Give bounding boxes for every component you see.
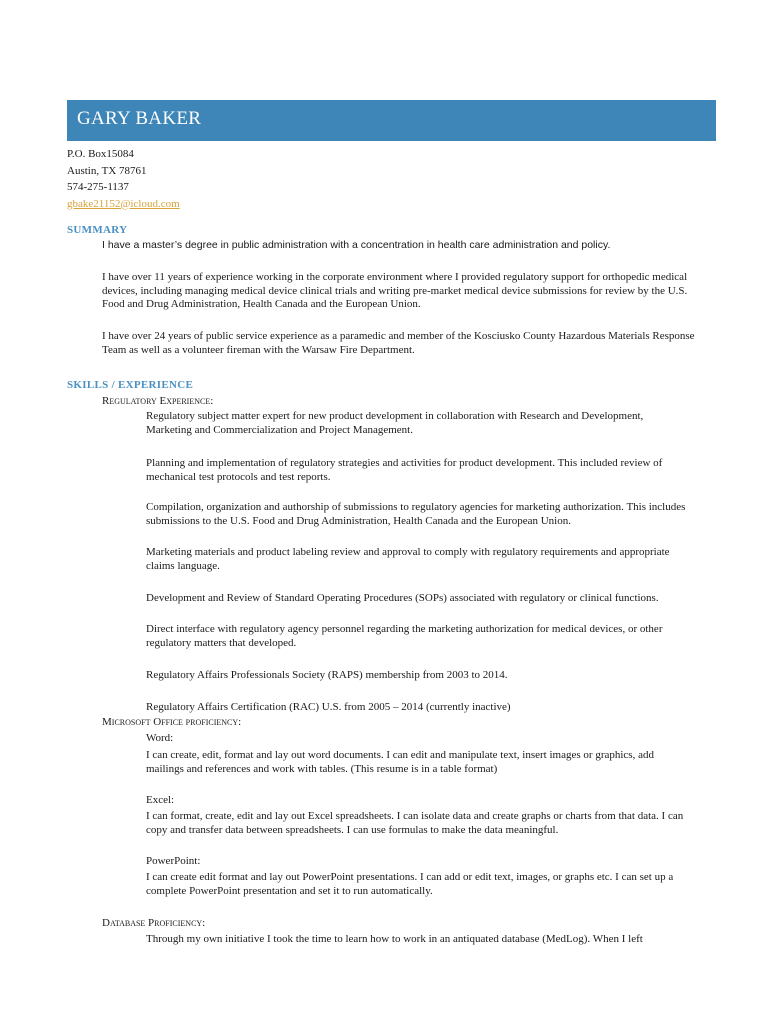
word-title: Word: <box>146 732 174 744</box>
regulatory-item: Regulatory Affairs Professionals Society (RAPS) membership from 2003 to 2014. <box>146 669 508 681</box>
excel-description: I can format, create, edit and lay out Excel spreadsheets. I can isolate data and create graphs or charts from that data. I can copy and transfer data between spreadsheets. I can use formulas to make the data meaningful. <box>146 810 684 836</box>
address-line-2: Austin, TX 78761 <box>67 164 147 177</box>
database-heading: Database Proficiency: <box>102 917 206 929</box>
regulatory-item: Regulatory subject matter expert for new product development in collaboration with Research and Development, Marketing and Commercialization and Project Management. <box>146 410 644 436</box>
regulatory-heading: Regulatory Experience: <box>102 395 214 407</box>
regulatory-item: Development and Review of Standard Operating Procedures (SOPs) associated with regulatory or clinical functions. <box>146 592 659 604</box>
email-link[interactable]: gbake21152@icloud.com <box>67 197 180 210</box>
powerpoint-description: I can create edit format and lay out PowerPoint presentations. I can add or edit text, images, or graphs etc. I can set up a complete PowerPoint presentation and set it to run automatically. <box>146 871 674 897</box>
office-heading: Microsoft Office proficiency: <box>102 716 242 728</box>
word-description: I can create, edit, format and lay out word documents. I can edit and manipulate text, insert images or graphics, add mailings and references and work with tables. (This resume is in a table format) <box>146 749 654 775</box>
summary-heading: SUMMARY <box>67 224 128 236</box>
resume-name: GARY BAKER <box>77 108 202 129</box>
phone-number: 574-275-1137 <box>67 181 129 193</box>
name-header-bar <box>67 100 716 141</box>
regulatory-item: Regulatory Affairs Certification (RAC) U.S. from 2005 – 2014 (currently inactive) <box>146 701 511 713</box>
contact-block <box>67 146 180 212</box>
summary-paragraph-1: I have a master’s degree in public administration with a concentration in health care administration and policy. <box>102 239 611 251</box>
regulatory-item: Direct interface with regulatory agency personnel regarding the marketing authorization for medical devices, or other regulatory matters that developed. <box>146 623 663 649</box>
summary-paragraph-3: I have over 24 years of public service experience as a paramedic and member of the Kosciusko County Hazardous Materials Response Team as well as a volunteer fireman with the Warsaw Fire Department. <box>102 330 695 356</box>
summary-paragraph-2: I have over 11 years of experience working in the corporate environment where I provided regulatory support for orthopedic medical devices, including managing medical device clinical trials and writing pre-market medical device submissions for review by the U.S. Food and Drug Administration, Health Canada and the European Union. <box>102 271 688 310</box>
regulatory-item: Planning and implementation of regulatory strategies and activities for product development. This included review of mechanical test protocols and test reports. <box>146 457 663 483</box>
regulatory-item: Compilation, organization and authorship of submissions to regulatory agencies for marketing authorization. This includes submissions to the U.S. Food and Drug Administration, Health Canada and the European Union. <box>146 501 686 527</box>
regulatory-item: Marketing materials and product labeling review and approval to comply with regulatory requirements and appropriate claims language. <box>146 546 670 572</box>
skills-heading: SKILLS / EXPERIENCE <box>67 379 194 391</box>
excel-title: Excel: <box>146 794 175 806</box>
powerpoint-title: PowerPoint: <box>146 855 201 867</box>
address-line-1: P.O. Box15084 <box>67 148 134 160</box>
database-description: Through my own initiative I took the time to learn how to work in an antiquated database (MedLog). When I left <box>146 933 643 945</box>
